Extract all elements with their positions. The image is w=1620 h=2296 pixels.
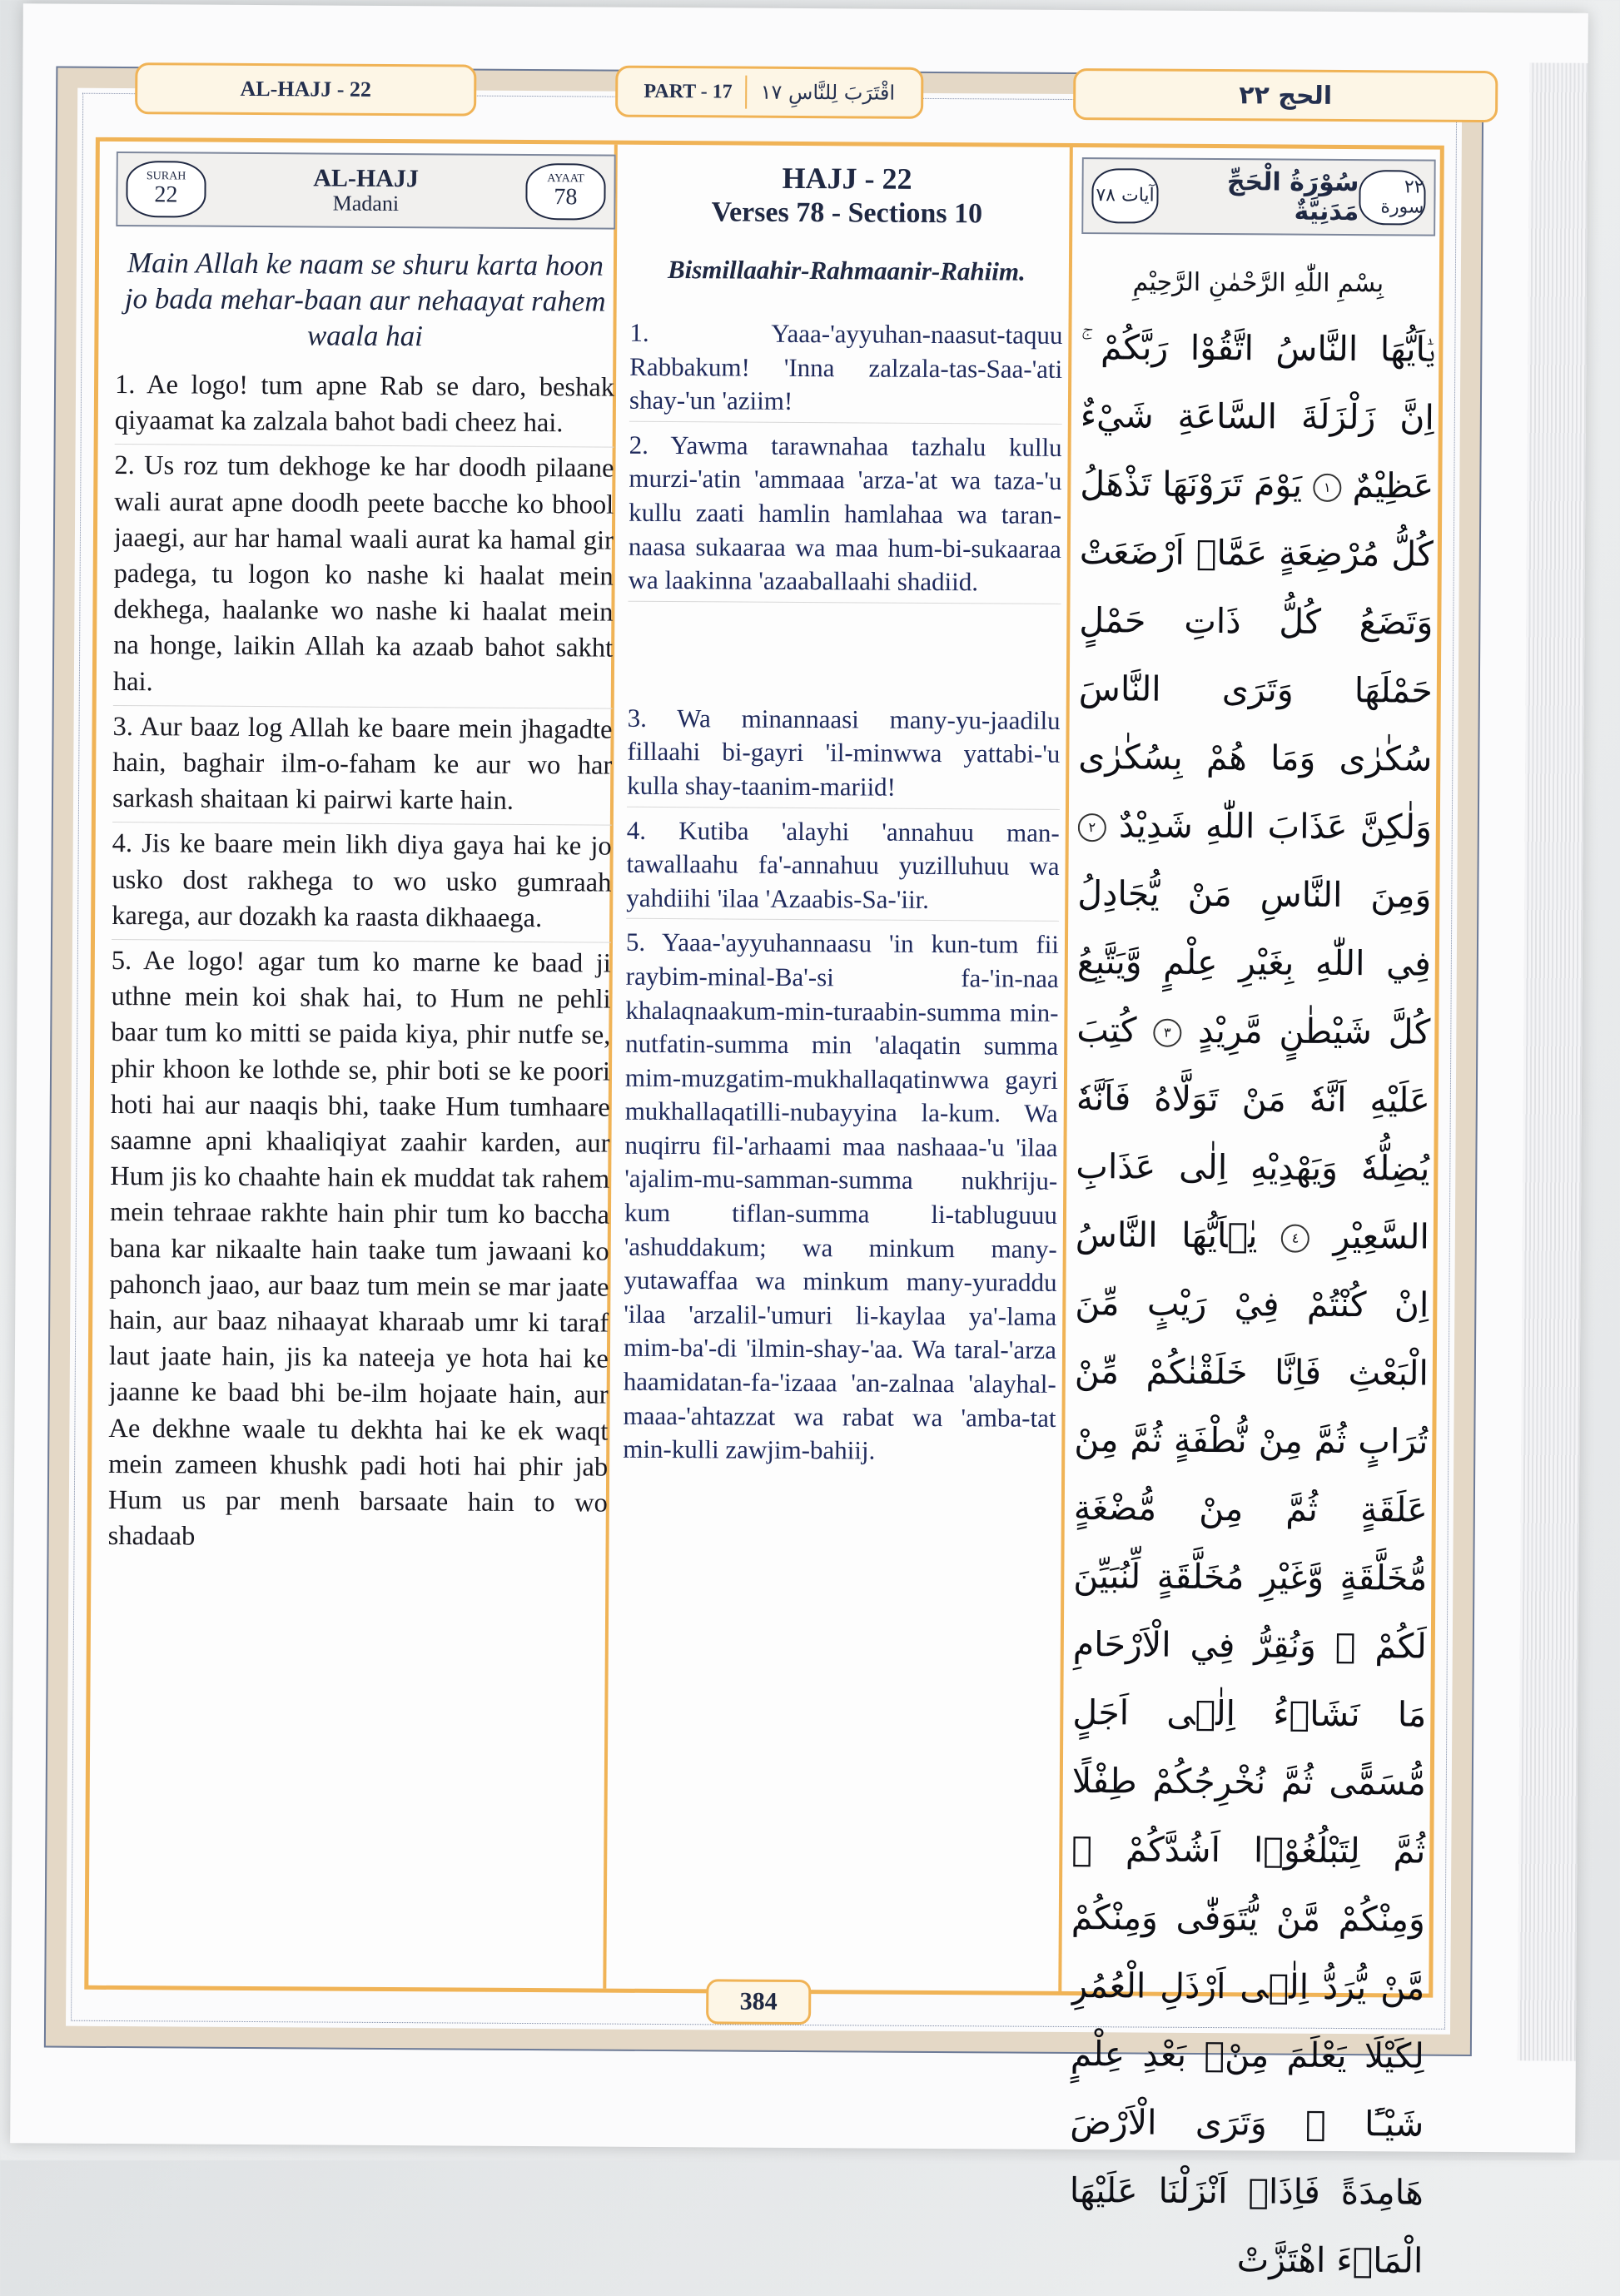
translation-verse-5: 5. Ae logo! agar tum ko marne ke baad ji uthne mein koi shak hai, to Hum ne pehli baar tum ko mitti se paida kiya, phir nutfe se, phir khoon ke lothde se, phir boti se ke poori hoti hai aur naaqis bhi, taake Hum tumhaare saamne apni khaaliqiyat zaahir karden, aur Hum jis ko chaahte hain ek muddat tak rahem mein tehraae rakhte hain phir tum ko baccha bana kar nikaalte hain taake tum jawaani ko pahonch jaao, aur baaz tum mein se mar jaate hain, aur baaz nihaayat kharaab umr ki taraf laut jaate hain, jis ka nateeja ye hota hai ke jaanne ke baad bhi be-ilm hojaate hain, aur Ae dekhne waale tu dekhta hai ke ek waqt mein zameen khushk padi hoti hai phir jab Hum us par menh barsaate hain to wo shadaab: [107, 945, 611, 1552]
header-left-label: [135, 62, 476, 117]
surah-heading: [630, 160, 1064, 232]
translation-column: [107, 142, 615, 1566]
arabic-verse-2: يَوْمَ تَرَوْنَهَا تَذْهَلُ كُلُّ مُرْضِعَةٍ عَمَّاۤ اَرْضَعَتْ وَتَضَعُ كُلُّ ذَاتِ حَمْلٍ حَمْلَهَا وَتَرَى النَّاسَ سُكٰرٰى وَمَا هُمْ بِسُكٰرٰى وَلٰكِنَّ عَذَابَ اللّٰهِ شَدِيْدٌ: [1078, 464, 1434, 847]
surah-heading-subtitle: Verses 78 - Sections 10: [711, 196, 983, 230]
header-separator: [746, 76, 748, 109]
ayah-marker-2: ٢: [1078, 813, 1106, 842]
arabic-verse-3: وَمِنَ النَّاسِ مَنْ يُّجَادِلُ فِي اللّٰهِ بِغَيْرِ عِلْمٍ وَّيَتَّبِعُ كُلَّ شَيْطٰنٍ مَّرِيْدٍ: [1076, 873, 1432, 1052]
translation-verse-1: 1. Ae logo! tum apne Rab se daro, beshak qiyaamat ka zalzala bahot badi cheez hai.: [115, 367, 615, 448]
surah-label: SURAH: [146, 170, 186, 183]
translation-verse-3: 3. Aur baaz log Allah ke baare mein jhagadte hain, baghair ilm-o-faham ke aur wo har sarkash shaitaan ki pairwi karte hain.: [112, 709, 613, 826]
text-frame: [84, 137, 1444, 2281]
bismillah-translation: Main Allah ke naam se shuru karta hoon jo bada mehar-baan aur nehaayat rahem waala hai: [124, 246, 606, 353]
header-right-text: الحج ٢٢: [1239, 80, 1333, 111]
surah-number: 22: [154, 181, 178, 208]
arabic-surah-number: ٢٢ سورة: [1359, 170, 1426, 225]
book-page: [10, 3, 1588, 2281]
surah-type: Madani: [332, 191, 400, 216]
translation-verse-4: 4. Jis ke baare mein likh diya gaya hai ke jo usko dost rakhega to wo usko gumraah karega, aur dozakh ka raasta dikhaaega.: [112, 826, 612, 942]
arabic-verse-5: يٰۤاَيُّهَا النَّاسُ اِنْ كُنْتُمْ فِيْ رَيْبٍ مِّنَ الْبَعْثِ فَاِنَّا خَلَقْنٰكُمْ مِّنْ تُرَابٍ ثُمَّ مِنْ نُّطْفَةٍ ثُمَّ مِنْ عَلَقَةٍ ثُمَّ مِنْ مُّضْغَةٍ مُّخَلَّقَةٍ وَّغَيْرِ مُخَلَّقَةٍ لِّنُبَيِّنَ لَكُمْ ۚ وَنُقِرُّ فِي الْاَرْحَامِ مَا نَشَاۤءُ اِلٰۤى اَجَلٍ مُّسَمًّى ثُمَّ نُخْرِجُكُمْ طِفْلًا ثُمَّ لِتَبْلُغُوْۤا اَشُدَّكُمْ ۚ وَمِنْكُمْ مَّنْ يُّتَوَفّٰى وَمِنْكُمْ مَّنْ يُّرَدُّ اِلٰۤى اَرْذَلِ الْعُمُرِ لِكَيْلَا يَعْلَمَ مِنْۢ بَعْدِ عِلْمٍ شَيْـًٔا ۚ وَتَرَى الْاَرْضَ هَامِدَةً فَاِذَاۤ اَنْزَلْنَا عَلَيْهَا الْمَاۤءَ اهْتَزَّتْ: [1069, 1215, 1429, 2281]
ayaat-number: 78: [554, 184, 578, 211]
arabic-column: [1069, 147, 1436, 2295]
page-number: [706, 1979, 811, 2025]
bismillah-transliteration: Bismillaahir-Rahmaanir-Rahiim.: [667, 255, 1026, 286]
ayah-marker-4: ٤: [1281, 1225, 1309, 1253]
arabic-bismillah: بِسْمِ اللّٰهِ الرَّحْمٰنِ الرَّحِيْمِ: [1132, 267, 1384, 299]
page-number-text: 384: [739, 1987, 778, 2015]
header-right-label: [1073, 68, 1498, 122]
transliteration-verse-4: 4. Kutiba 'alayhi 'annahuu man-tawallaahu fa'-annahuu yuzilluhuu wa yahdiihi 'ilaa 'Azaabis-Sa-'iir.: [626, 813, 1060, 922]
header-part-arabic: اقْتَرَبَ لِلنَّاسِ ١٧: [760, 80, 896, 105]
transliteration-verse-3: 3. Wa minannaasi many-yu-jaadilu fillaahi bi-gayri 'il-minwwa yattabi-'u kulla shay-taanim-mariid!: [627, 701, 1061, 809]
arabic-surah-name: سُوْرَةُ الْحَجِّ مَدَنِيَّةٌ: [1226, 167, 1359, 227]
header-part-label: [615, 66, 923, 119]
ayah-marker-3: ٣: [1153, 1019, 1181, 1047]
surah-number-medal: [126, 161, 206, 218]
page-edges: [1518, 62, 1588, 2060]
surah-info-box: [116, 152, 616, 230]
arabic-verse-1: يٰۤاَيُّهَا النَّاسُ اتَّقُوْا رَبَّكُمْ ۚ اِنَّ زَلْزَلَةَ السَّاعَةِ شَيْءٌ عَظِيْمٌ: [1080, 327, 1435, 506]
header-left-text: AL-HAJJ - 22: [240, 76, 372, 102]
translation-verse-2: 2. Us roz tum dekhoge ke har doodh pilaane wali aurat apne doodh peete bacche ko bhool jaaegi, aur har hamal waali aurat ka hamal gir padega, tu logon ko nashe ki haalat mein dekhega, haalanke wo nashe ki haalat mein na honge, laikin Allah ka azaab bahot sakht hai.: [113, 448, 614, 708]
ayaat-label: AYAAT: [547, 172, 584, 186]
ayaat-count-medal: [525, 163, 605, 221]
arabic-surah-header: [1081, 157, 1436, 236]
surah-title: [313, 165, 419, 216]
ayah-marker-1: ١: [1313, 474, 1341, 502]
surah-heading-title: HAJJ - 22: [782, 161, 912, 196]
arabic-ayaat-count: آيات ٧٨: [1091, 168, 1159, 223]
header-part-text: PART - 17: [644, 80, 733, 102]
transliteration-verse-5: 5. Yaaa-'ayyuhannaasu 'in kun-tum fii raybim-minal-Ba'-si fa-'in-naa khalaqnaakum-min-turaabin-summa min-nutfatin-summa min 'alaqatin summa mim-muzgatim-mukhallaqatinwwa gayri mukhallaqatilli-nubayyina la-kum. Wa nuqirru fil-'arhaami maa nashaaa-'u 'ilaa 'ajalim-mu-samman-summa nukhriju-kum tiflan-summa li-tabluguuu 'ashuddakum; wa minkum many-yutawaffaa wa minkum many-yuraddu 'ilaa 'arzalil-'umuri li-kaylaa ya'-lama mim-ba'-di 'ilmin-shay-'aa. Wa taral-'arza haamidatan-fa-'izaaa 'an-zalnaa 'alayhal-maaa-'ahtazzat wa rabat wa 'amba-tat min-kulli zawjim-bahiij.: [623, 927, 1060, 1465]
transliteration-verse-1: 1. Yaaa-'ayyuhan-naasut-taquu Rabbakum! 'Inna zalzala-tas-Saa-'ati shay-'un 'aziim!: [629, 316, 1063, 425]
transliteration-column: [623, 145, 1064, 1479]
transliteration-verse-2: 2. Yawma tarawnahaa tazhalu kullu murzi-'atin 'ammaaa 'arza-'at wa taza-'u kullu zaati hamlin hamlahaa wa taran-naasa sukaaraa wa maa hum-bi-sukaaraa wa laakinna 'azaaballaahi shadiid.: [628, 429, 1061, 604]
surah-name: AL-HAJJ: [313, 164, 420, 193]
arabic-verses: [1069, 313, 1435, 2295]
arabic-verse-4: كُتِبَ عَلَيْهِ اَنَّهٗ مَنْ تَوَلَّاهُ فَاَنَّهٗ يُضِلُّهٗ وَيَهْدِيْهِ اِلٰى عَذَابِ السَّعِيْرِ: [1076, 1010, 1430, 1257]
